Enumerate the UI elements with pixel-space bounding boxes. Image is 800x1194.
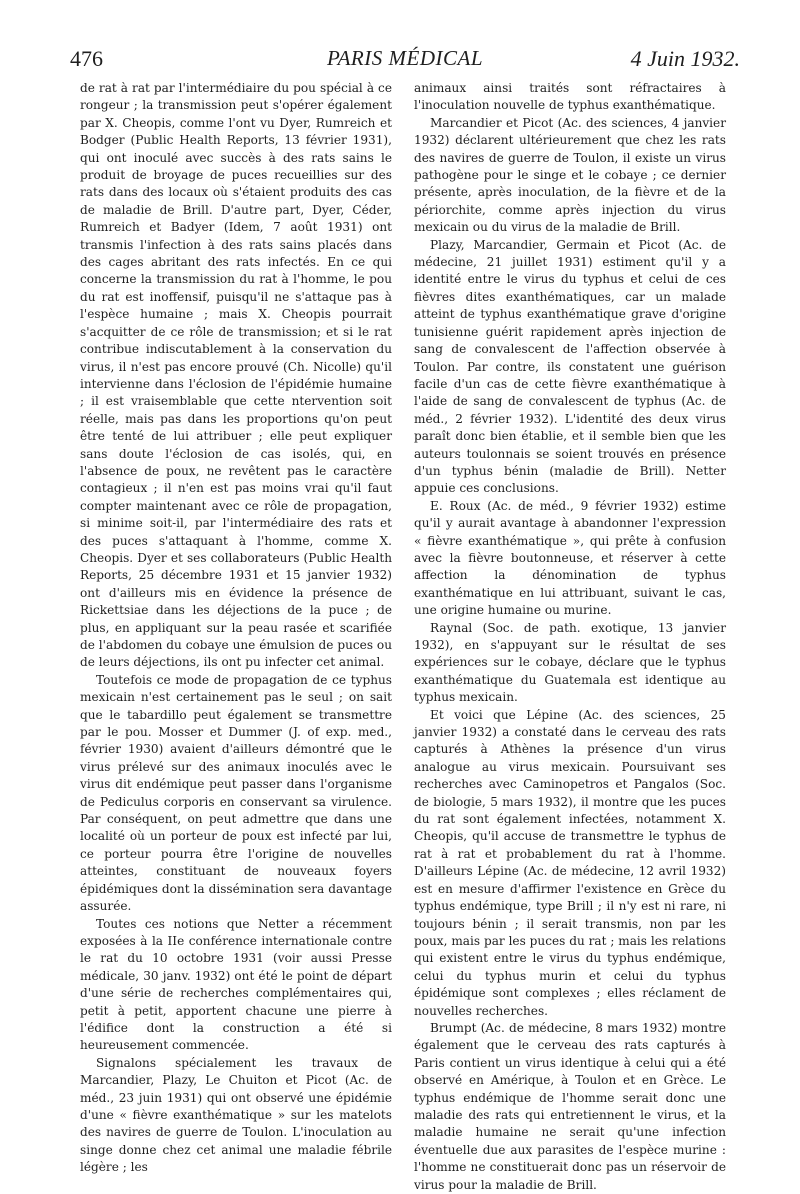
paragraph: de rat à rat par l'intermédiaire du pou spécial à ce rongeur ; la transmission peut s'opérer également par X. Cheopis, comme l'ont vu Dyer, Rumreich et Bodger (Public Health Reports, 13 février 1931), qui ont inoculé avec succès à des rats sains le produit de broyage de puces recueillies sur des rats dans des locaux où s'étaient produits des cas de maladie de Brill. D'autre part, Dyer, Céder, Rumreich et Badyer (Idem, 7 août 1931) ont transmis l'infection à des rats sains placés dans des cages abritant des rats infectés. En ce qui concerne la transmission du rat à l'homme, le pou du rat est inoffensif, puisqu'il ne s'attaque pas à l'espèce humaine ; mais X. Cheopis pourrait s'acquitter de ce rôle de transmission; et si le rat contribue indiscutablement à la conservation du virus, il n'est pas encore prouvé (Ch. Nicolle) qu'il intervienne dans l'éclosion de l'épidémie humaine ; il est vraisemblable que cette ntervention soit réelle, mais pas dans les proportions qu'on peut être tenté de lui attribuer ; elle peut expliquer sans doute l'éclosion de cas isolés, qui, en l'absence de poux, ne revêtent pas le caractère contagieux ; il n'en est pas moins vrai qu'il faut compter maintenant avec ce rôle de propagation, si minime soit-il, par l'intermédiaire des rats et des puces s'attaquant à l'homme, comme X. Cheopis. Dyer et ses collaborateurs (Public Health Reports, 25 décembre 1931 et 15 janvier 1932) ont d'ailleurs mis en évidence la présence de Rickettsiae dans les déjections de la puce ; de plus, en appliquant sur la peau rasée et scarifiée de l'abdomen du cobaye une émulsion de puces ou de leurs déjections, ils ont pu infecter cet animal. xyxy=(80,81,392,670)
paragraph: Et voici que Lépine (Ac. des sciences, 25 janvier 1932) a constaté dans le cerveau des rats capturés à Athènes la présence d'un virus analogue au virus mexicain. Poursuivant ses recherches avec Caminopetros et Pangalos (Soc. de biologie, 5 mars 1932), il montre que les puces du rat sont également infectées, notamment X. Cheopis, qu'il accuse de transmettre le typhus de rat à rat et probablement du rat à l'homme. D'ailleurs Lépine (Ac. de médecine, 12 avril 1932) est en mesure d'affirmer l'existence en Grèce du typhus endémique, type Brill ; il n'y est ni rare, ni toujours bénin ; il serait transmis, non par les poux, mais par les puces du rat ; mais les relations qui existent entre le virus du typhus endémique, celui du typhus murin et celui du typhus épidémique sont complexes ; elles réclament de nouvelles recherches. xyxy=(414,707,726,1018)
issue-date: 4 Juin 1932. xyxy=(630,46,740,71)
right-column xyxy=(414,80,726,1194)
page-header xyxy=(70,42,740,72)
paragraph: Marcandier et Picot (Ac. des sciences, 4 janvier 1932) déclarent ultérieurement que chez les rats des navires de guerre de Toulon, il existe un virus pathogène pour le singe et le cobaye ; ce dernier présente, après inoculation, de la fièvre et de la périorchite, comme après injection du virus mexicain ou du virus de la maladie de Brill. xyxy=(414,115,726,235)
left-column xyxy=(80,80,392,1177)
page-number: 476 xyxy=(70,46,103,71)
paragraph: Toutes ces notions que Netter a récemment exposées à la IIe conférence internationale contre le rat du 10 octobre 1931 (voir aussi Presse médicale, 30 janv. 1932) ont été le point de départ d'une série de recherches complémentaires qui, petit à petit, apportent chacune une pierre à l'édifice dont la construction a été si heureusement commencée. xyxy=(80,916,392,1053)
paragraph: Toutefois ce mode de propagation de ce typhus mexicain n'est certainement pas le seul ; on sait que le tabardillo peut également se transmettre par le pou. Mosser et Dummer (J. of exp. med., février 1930) avaient d'ailleurs démontré que le virus prélevé sur des animaux inoculés avec le virus dit endémique peut passer dans l'organisme de Pediculus corporis en conservant sa virulence. Par conséquent, on peut admettre que dans une localité où un porteur de poux est infecté par lui, ce porteur pourra être l'origine de nouvelles atteintes, constituant de nouveaux foyers épidémiques dont la dissémination sera davantage assurée. xyxy=(80,672,392,914)
paragraph: Plazy, Marcandier, Germain et Picot (Ac. de médecine, 21 juillet 1931) estiment qu'il y a identité entre le virus du typhus et celui de ces fièvres dites exanthématiques, car un malade atteint de typhus exanthématique grave d'origine tunisienne guérit rapidement après injection de sang de convalescent de l'affection observée à Toulon. Par contre, ils constatent une guérison facile d'un cas de cette fièvre exanthématique à l'aide de sang de convalescent de typhus (Ac. de méd., 2 février 1932). L'identité des deux virus paraît donc bien établie, et il semble bien que les auteurs toulonnais se soient trouvés en présence d'un typhus bénin (maladie de Brill). Netter appuie ces conclusions. xyxy=(414,237,726,496)
paragraph: Brumpt (Ac. de médecine, 8 mars 1932) montre également que le cerveau des rats capturés à Paris contient un virus identique à celui qui a été observé en Amérique, à Toulon et en Grèce. Le typhus endémique de l'homme serait donc une maladie des rats qui entretiennent le virus, et la maladie humaine ne serait qu'une infection éventuelle due aux parasites de l'espèce murine : l'homme ne constituerait donc pas un réservoir de virus pour la maladie de Brill. xyxy=(414,1020,726,1192)
paragraph: E. Roux (Ac. de méd., 9 février 1932) estime qu'il y aurait avantage à abandonner l'expression « fièvre exanthématique », qui prête à confusion avec la fièvre boutonneuse, et réserver à cette affection la dénomination de typhus exanthématique en lui attribuant, suivant le cas, une origine humaine ou murine. xyxy=(414,498,726,618)
journal-title: PARIS MÉDICAL xyxy=(326,46,483,70)
paragraph: Raynal (Soc. de path. exotique, 13 janvier 1932), en s'appuyant sur le résultat de ses expériences sur le cobaye, déclare que le typhus exanthématique du Guatemala est identique au typhus mexicain. xyxy=(414,620,726,705)
paragraph: animaux ainsi traités sont réfractaires à l'inoculation nouvelle de typhus exanthématique. xyxy=(414,81,726,113)
paragraph: Signalons spécialement les travaux de Marcandier, Plazy, Le Chuiton et Picot (Ac. de méd., 23 juin 1931) qui ont observé une épidémie d'une « fièvre exanthématique » sur les matelots des navires de guerre de Toulon. L'inoculation au singe donne chez cet animal une maladie fébrile légère ; les xyxy=(80,1055,392,1175)
